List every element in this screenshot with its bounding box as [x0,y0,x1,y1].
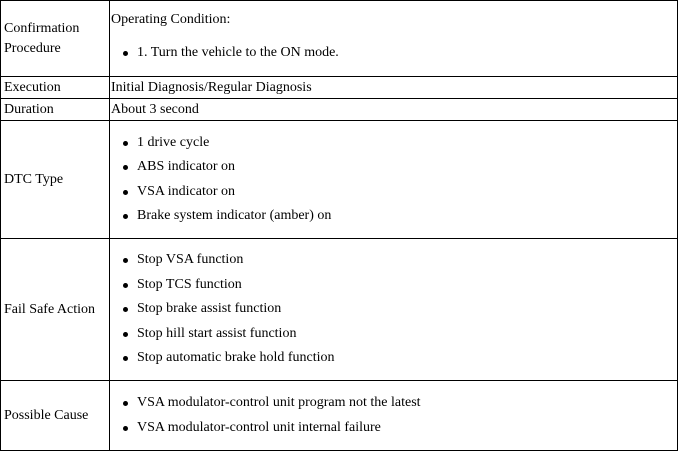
confirmation-procedure-value [110,1,678,77]
bullet-icon [123,426,128,431]
row-fail-safe-action [1,239,678,381]
list-item-text: VSA modulator-control unit program not the latest [137,395,421,410]
list-item-text: Brake system indicator (amber) on [137,208,332,223]
row-dtc-type [1,121,678,239]
list-item-text: VSA indicator on [137,183,235,199]
list-item [137,180,674,205]
execution-label: Execution [1,77,110,99]
dtc-type-label: DTC Type [1,121,110,239]
list-item-text: ABS indicator on [137,159,235,174]
row-execution [1,77,678,99]
list-item-text: Stop hill start assist function [137,325,297,341]
row-confirmation-procedure [1,1,678,77]
fail-safe-action-value [110,239,678,381]
dtc-type-list [111,131,674,229]
row-duration [1,99,678,121]
bullet-icon [123,165,128,170]
list-item-text: Stop automatic brake hold function [137,350,335,366]
list-item-text: VSA modulator-control unit internal failure [137,419,381,435]
list-item-text: Stop VSA function [137,252,244,268]
list-item [137,204,674,229]
duration-value: About 3 second [110,99,678,121]
bullet-icon [123,401,128,406]
list-item [137,248,674,273]
execution-value: Initial Diagnosis/Regular Diagnosis [110,77,678,99]
bullet-icon [123,307,128,312]
possible-cause-list [111,391,674,440]
dtc-type-value [110,121,678,239]
list-item [137,155,674,180]
fail-safe-action-list [111,248,674,371]
list-item [137,273,674,298]
list-item [137,41,674,66]
possible-cause-value [110,381,678,451]
bullet-icon [123,356,128,361]
list-item-text: 1 drive cycle [137,134,210,150]
list-item [137,391,674,416]
confirmation-procedure-label: Confirmation Procedure [1,1,110,77]
bullet-icon [123,258,128,263]
bullet-icon [123,214,128,219]
row-possible-cause [1,381,678,451]
list-item [137,131,674,156]
list-item-text: 1. Turn the vehicle to the ON mode. [137,45,339,61]
list-item [137,416,674,441]
list-item [137,346,674,371]
bullet-icon [123,332,128,337]
bullet-icon [123,283,128,288]
list-item-text: Stop TCS function [137,276,242,292]
bullet-icon [123,190,128,195]
operating-condition-label: Operating Condition: [111,12,231,28]
bullet-icon [123,51,128,56]
bullet-icon [123,141,128,146]
fail-safe-action-label: Fail Safe Action [1,239,110,381]
confirmation-steps-list [111,41,674,66]
list-item [137,322,674,347]
possible-cause-label: Possible Cause [1,381,110,451]
list-item [137,297,674,322]
duration-label: Duration [1,99,110,121]
list-item-text: Stop brake assist function [137,301,282,317]
